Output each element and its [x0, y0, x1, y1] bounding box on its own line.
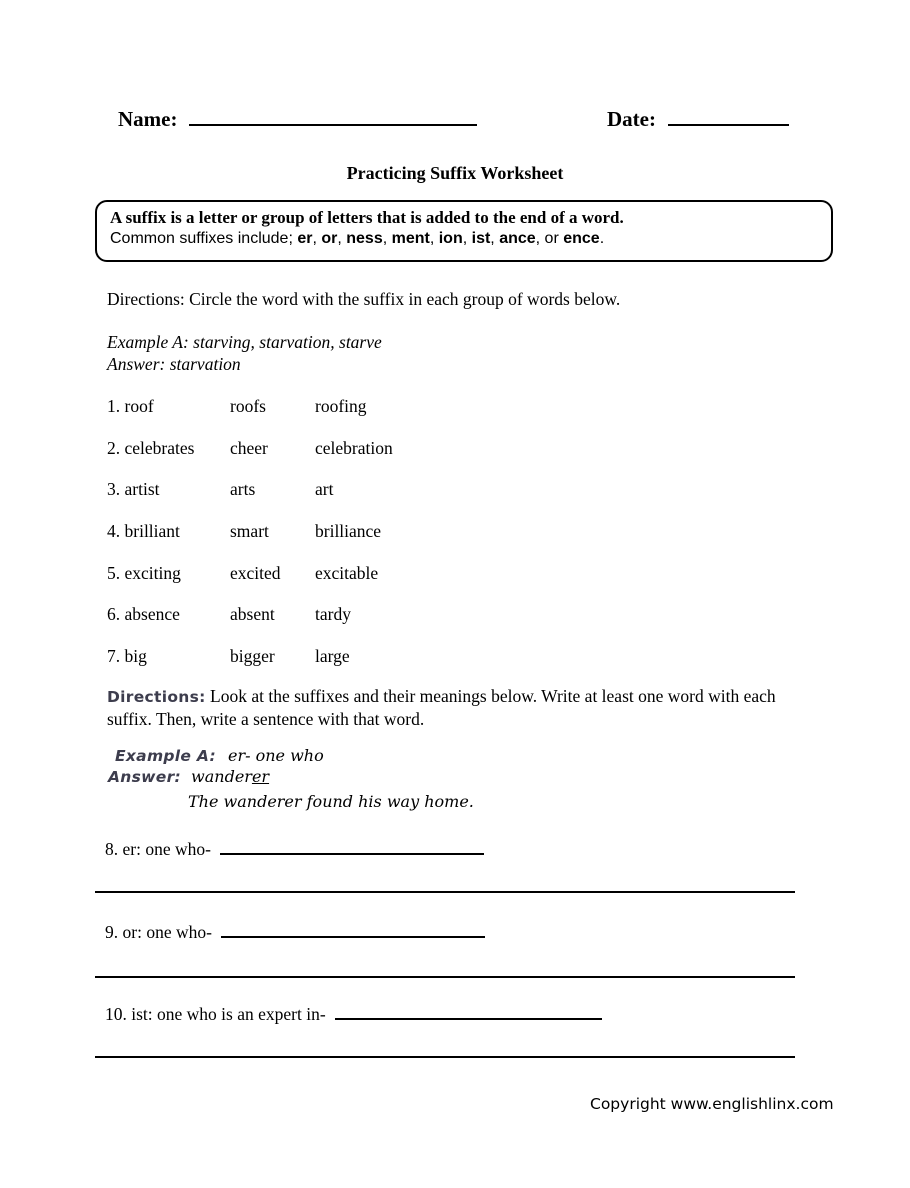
word-option-2: cheer: [230, 437, 268, 458]
question-9-blank: [221, 919, 485, 938]
name-label: Name:: [118, 107, 178, 131]
word-choice-list: [107, 396, 393, 688]
answer-rule-2: [95, 976, 795, 978]
suffix-definition-box: [95, 200, 833, 262]
section2-answer-label: Answer:: [108, 768, 182, 786]
question-10-blank: [335, 1001, 602, 1020]
question-8-number: 8.: [105, 839, 119, 859]
suffix-term: ion: [438, 230, 463, 247]
section2-example-text: er- one who: [228, 746, 324, 765]
question-9-number: 9.: [105, 922, 119, 942]
name-field-group: [118, 105, 477, 132]
word-option-2: bigger: [230, 646, 275, 667]
section2-answer-word: wanderer: [191, 767, 270, 786]
word-option-3: art: [315, 479, 334, 500]
answer-rule-1: [95, 891, 795, 893]
suffix-line-text: ,: [462, 230, 472, 247]
suffix-line-text: ,: [337, 230, 347, 247]
word-option-1: 3. artist: [107, 479, 160, 500]
definition-line: A suffix is a letter or group of letters that is added to the end of a word.: [110, 208, 624, 227]
answer-line: Answer: starvation: [107, 353, 241, 374]
section2-answer-sentence: The wanderer found his way home.: [188, 792, 474, 811]
answer-rule-3: [95, 1056, 795, 1058]
section2-example-label-row: [115, 746, 324, 766]
word-option-3: excitable: [315, 562, 379, 583]
section2-answer-row: [108, 767, 269, 787]
word-row: [107, 479, 393, 521]
suffix-term: ness: [346, 230, 383, 247]
suffix-term: ist: [471, 230, 491, 247]
date-field-group: [607, 105, 789, 132]
suffix-line-text: ,: [490, 230, 500, 247]
word-option-1: 5. exciting: [107, 562, 181, 583]
date-label: Date:: [607, 107, 656, 131]
question-9-prompt: or: one who-: [122, 922, 212, 942]
suffix-term: ance: [499, 230, 536, 247]
suffix-line-text: Common suffixes include;: [110, 230, 298, 247]
word-option-1: 4. brilliant: [107, 521, 180, 542]
suffix-line-text: .: [599, 230, 605, 247]
suffix-line-text: , or: [535, 230, 564, 247]
question-10: [105, 1001, 602, 1025]
word-option-1: 1. roof: [107, 396, 154, 416]
underlined-suffix: er: [251, 767, 270, 786]
word-row: [107, 563, 393, 605]
word-option-3: brilliance: [315, 521, 382, 542]
section1-directions: Directions: Circle the word with the suffix in each group of words below.: [107, 289, 621, 309]
word-row: [107, 521, 393, 563]
question-8-blank: [220, 836, 484, 855]
question-10-prompt: ist: one who is an expert in-: [131, 1004, 326, 1024]
suffix-line-text: ,: [382, 230, 392, 247]
suffix-term: ment: [391, 230, 430, 247]
suffix-term: ence: [563, 230, 600, 247]
word-option-2: arts: [230, 479, 256, 500]
suffix-term: er: [297, 230, 313, 247]
word-option-2: excited: [230, 562, 281, 583]
word-option-3: celebration: [315, 437, 393, 458]
question-8: [105, 836, 484, 860]
common-suffixes-line: [110, 228, 818, 249]
word-row: [107, 604, 393, 646]
word-option-3: roofing: [315, 396, 367, 416]
word-option-1: 7. big: [107, 646, 147, 667]
page-title: Practicing Suffix Worksheet: [346, 163, 564, 183]
section1-example: [107, 332, 382, 375]
section2-directions-text: Look at the suffixes and their meanings below. Write at least one word with each suffix. Then, write a sentence with that word.: [107, 686, 776, 729]
word-option-1: 6. absence: [107, 604, 180, 625]
section2-directions: [107, 686, 813, 730]
word-option-1: 2. celebrates: [107, 437, 195, 458]
word-option-2: absent: [230, 604, 275, 625]
section2-directions-label: Directions:: [107, 688, 206, 706]
date-blank-line: [668, 105, 789, 126]
word-option-3: large: [315, 646, 350, 667]
suffix-line-text: ,: [429, 230, 439, 247]
word-option-3: tardy: [315, 604, 351, 625]
example-a-line: Example A: starving, starvation, starve: [107, 332, 382, 352]
question-10-number: 10.: [105, 1004, 127, 1024]
copyright-text: Copyright www.englishlinx.com: [590, 1095, 834, 1113]
word-row: [107, 438, 393, 480]
question-9: [105, 919, 485, 943]
suffix-term: or: [321, 230, 338, 247]
question-8-prompt: er: one who-: [122, 839, 211, 859]
name-blank-line: [189, 105, 477, 126]
word-row: [107, 646, 393, 688]
section2-example-label: Example A:: [115, 747, 216, 765]
suffix-line-text: ,: [312, 230, 322, 247]
word-row: [107, 396, 393, 438]
word-option-2: smart: [230, 521, 269, 542]
word-option-2: roofs: [230, 396, 266, 416]
